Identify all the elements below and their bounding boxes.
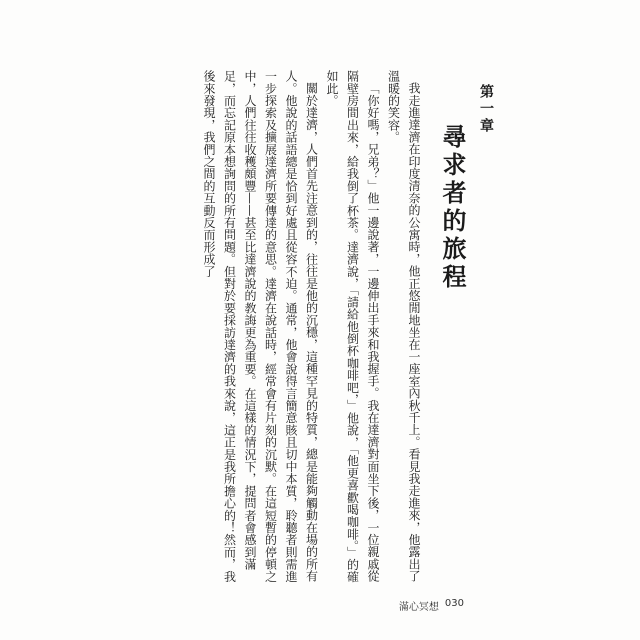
chapter-title: 尋求者的旅程 — [438, 124, 467, 292]
page-footer — [399, 598, 464, 613]
paragraph: 關於達濟，人們首先注意到的，往往是他的沉穩，這種罕見的特質，總是能夠觸動在場的所有人。他說的話語總是恰到好處且從容不迫。通常，他會說得言簡意賅且切中本質，聆聽者則需進一步探索及擴展達濟所要傳達的意思。達濟在說話時，經常會有片刻的沉默。在這短暫的停頓之中，人們往往收穫頗豐——甚至比達濟說的教誨更為重要。在這樣的情況下，提問者會感到滿足，而忘記原本想詢問的所有問題。但對於要採訪達濟的我來說，這正是我所擔心的！然而，我後來發現，我們之間的互動反而形成了 — [202, 70, 319, 583]
running-title: 滿心冥想 — [398, 602, 439, 613]
page-number: 030 — [444, 598, 464, 609]
paragraph: 我走進達濟在印度清奈的公寓時，他正悠閒地坐在一座室內秋千上。看見我走進來，他露出了溫暖的笑容。 — [386, 70, 421, 583]
chapter-heading — [438, 84, 498, 324]
body-text — [152, 70, 424, 594]
chapter-label: 第一章 — [478, 84, 494, 135]
paragraph: 「你好嗎，兄弟？」他一邊說著，一邊伸出手來和我握手。我在達濟對面坐下後，一位親戚從隔壁房間出來，給我倒了杯茶。達濟說，「請給他倒杯咖啡吧，」他說，「他更喜歡喝咖啡。」的確如此。 — [325, 70, 380, 583]
